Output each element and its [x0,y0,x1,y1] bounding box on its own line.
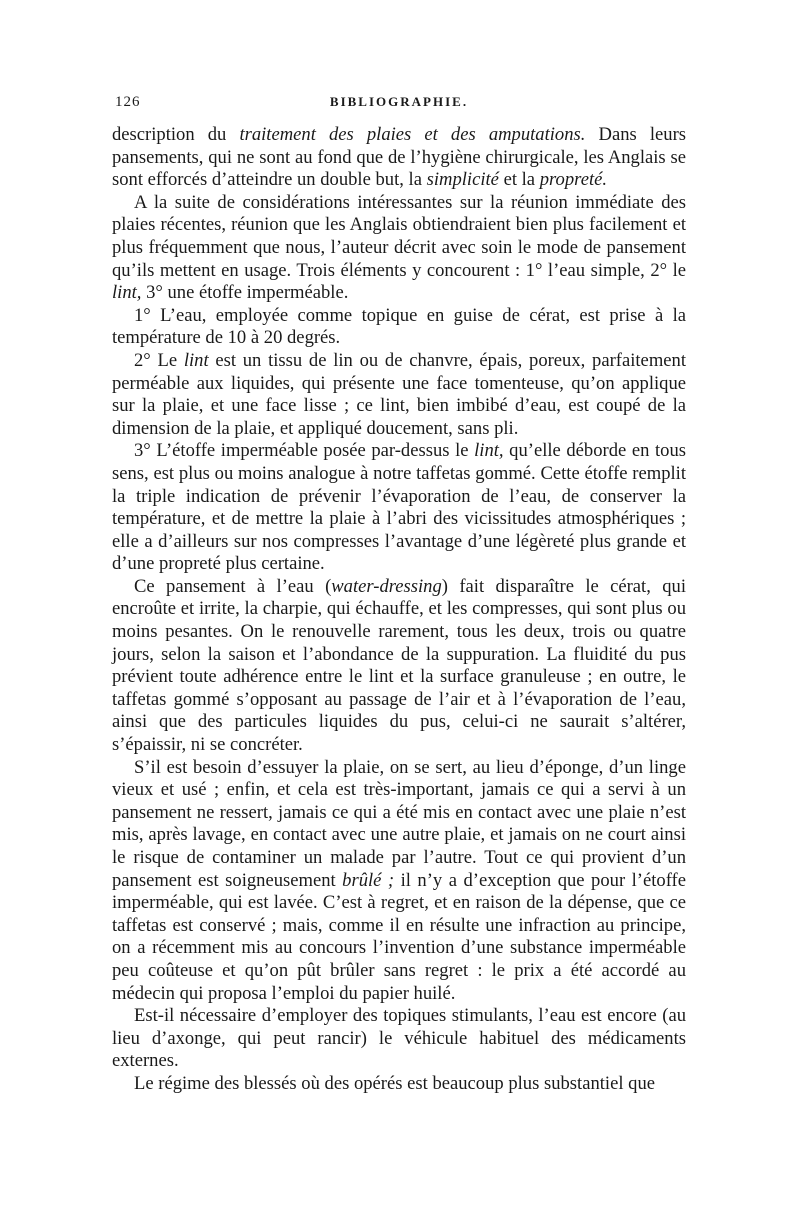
text-segment: il n’y a d’exception que pour l’étoffe imperméable, qui est lavée. C’est à regret, et en raison de la dépense, que ce taffetas est conservé ; mais, comme il en résulte une infraction au principe, on a récemment mis au concours l’invention d’une substance imperméable peu coûteuse et qu’on pût brûler sans regret : le prix a été accordé au médecin qui proposa l’emploi du papier huilé. [112,869,687,1004]
paragraph [112,1073,686,1096]
italic-text: propreté. [539,169,608,191]
italic-text: traitement des plaies et des amputations. [239,124,586,145]
text-segment: 1° L’eau, employée comme topique en guise de cérat, est prise à la température de 10 à 20 degrés. [112,304,686,349]
text-segment: Le régime des blessés où des opérés est beaucoup plus substantiel que [134,1072,656,1094]
paragraph [112,440,686,576]
text-segment: 2° Le [134,349,184,371]
text-segment: ) fait disparaître le cérat, qui encroûte et irrite, la charpie, qui échauffe, et les compresses, qui sont plus ou moins pesantes. On le renouvelle rarement, tous les deux, trois ou quatre jours, selon la saison et l’abondance de la suppuration. La fluidité du pus prévient toute adhérence entre le lint et la surface granuleuse ; en outre, le taffetas gommé s’opposant au passage de l’air et à l’évaporation de l’eau, ainsi que des particules liquides du pus, celui-ci ne saurait s’altérer, s’épaissir, ni se concréter. [112,575,687,756]
text-segment: S’il est besoin d’essuyer la plaie, on se sert, au lieu d’éponge, d’un linge vieux et usé ; enfin, et cela est très-important, jamais ce qui a servi à un pansement ne ressert, jamais ce qui a été mis en contact avec une plaie n’est mis, après lavage, en contact avec une autre plaie, et jamais on ne court ainsi le risque de contaminer un malade par l’autre. Tout ce qui provient d’un pansement est soigneusement [112,756,686,891]
paragraph [112,757,686,1006]
book-page [112,94,686,1096]
italic-text: lint [183,349,209,371]
page-number: 126 [115,94,141,110]
body-text [112,124,686,1096]
text-segment: Est-il nécessaire d’employer des topiques stimulants, l’eau est encore (au lieu d’axonge, qui peut rancir) le véhicule habituel des médicaments externes. [112,1005,686,1072]
text-segment: description du [112,124,240,145]
paragraph [112,1005,686,1073]
text-segment: et la [498,169,540,191]
running-head [112,94,686,124]
italic-text: water-dressing [331,575,442,597]
paragraph [112,192,686,305]
italic-text: brûlé ; [342,869,395,891]
text-segment: Dans leurs pansements, qui ne sont au fond que de l’hygiène chirurgicale, les Anglais se sont efforcés d’atteindre un double but, la [112,124,686,191]
italic-text: simplicité [426,169,499,191]
paragraph [112,350,686,440]
paragraph [112,576,686,757]
italic-text: lint, [112,282,142,304]
running-title: BIBLIOGRAPHIE. [329,94,469,109]
text-segment: 3° L’étoffe imperméable posée par-dessus le [134,440,475,462]
text-segment: A la suite de considérations intéressantes sur la réunion immédiate des plaies récentes, réunion que les Anglais obtiendraient bien plus facilement et plus fréquemment que nous, l’auteur décrit avec soin le mode de pansement qu’ils mettent en usage. Trois éléments y concourent : 1° l’eau simple, 2° le [112,191,686,281]
text-segment: qu’elle déborde en tous sens, est plus ou moins analogue à notre taffetas gommé. Cette étoffe remplit la triple indication de prévenir l’évaporation de l’eau, de conserver la température, et de mettre la plaie à l’abri des vicissitudes atmosphériques ; elle a d’ailleurs sur nos compresses l’avantage d’une légèreté plus grande et d’une propreté plus certaine. [112,440,687,575]
text-segment: Ce pansement à l’eau ( [134,575,332,597]
italic-text: lint, [474,440,504,462]
text-segment: 3° une étoffe imperméable. [141,282,349,304]
paragraph [112,305,686,350]
paragraph [112,124,686,192]
text-segment: est un tissu de lin ou de chanvre, épais, poreux, parfaitement perméable aux liquides, qui présente une face tomenteuse, qu’on applique sur la plaie, et une face lisse ; ce lint, bien imbibé d’eau, est coupé de la dimension de la plaie, et appliqué doucement, sans pli. [112,349,686,439]
